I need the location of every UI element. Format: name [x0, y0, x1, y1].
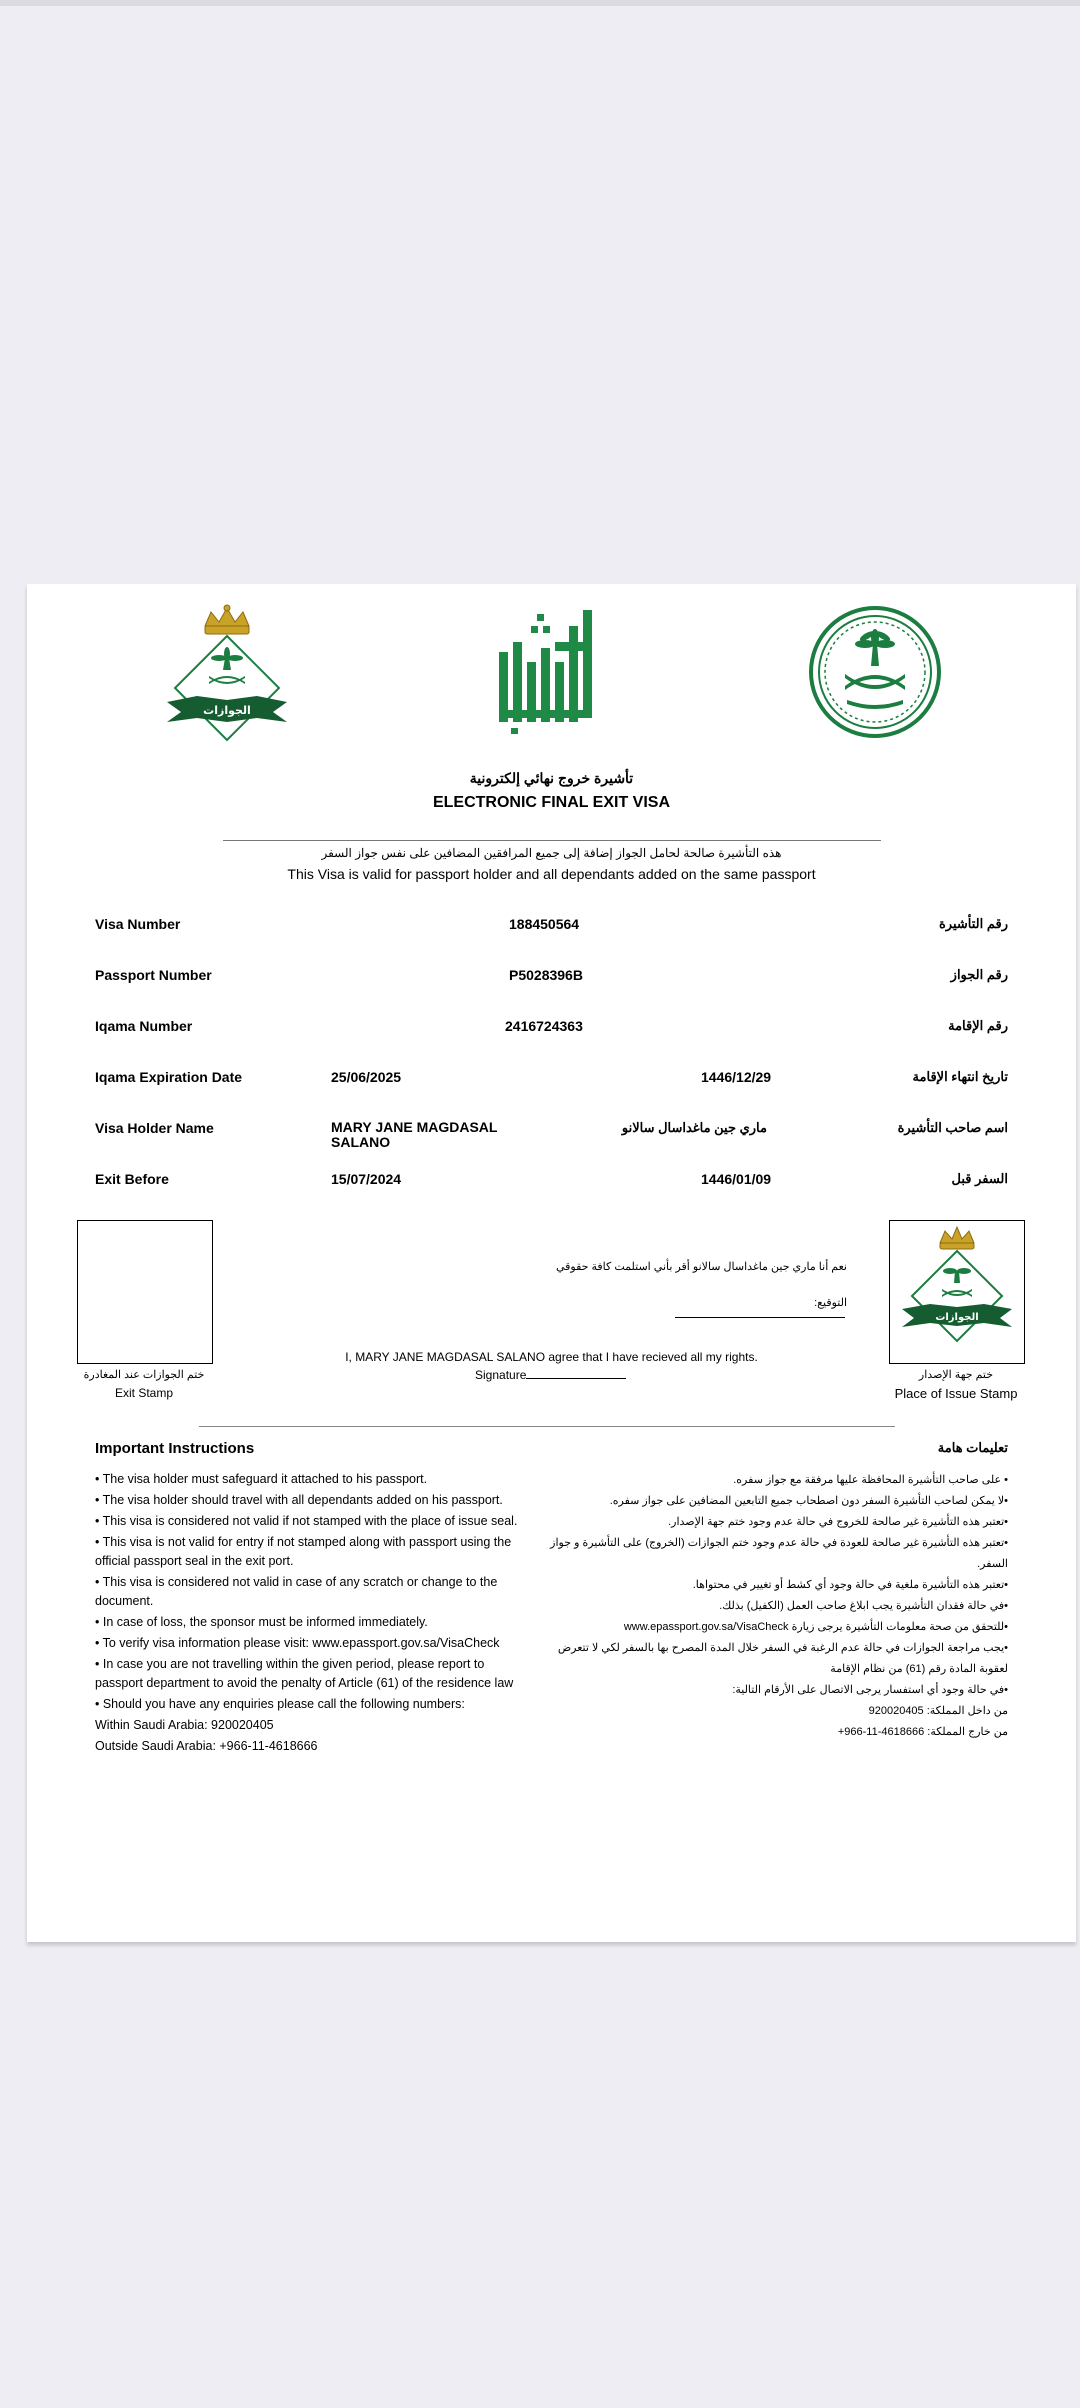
validity-english: This Visa is valid for passport holder and all dependants added on the same passport	[287, 866, 816, 882]
jawazat-logo-text: الجوازات	[203, 704, 251, 717]
holder-name-line2: SALANO	[331, 1134, 391, 1150]
exit-stamp-label-ar: ختم الجوازات عند المغادرة	[83, 1369, 205, 1381]
instruction-item: • To verify visa information please visit: www.epassport.gov.sa/VisaCheck	[95, 1636, 500, 1650]
agreement-arabic: نعم أنا ماري جين ماغداسال سالانو أقر بأني استلمت كافة حقوقي	[556, 1261, 847, 1273]
holder-name-label-ar: اسم صاحب التأشيرة	[897, 1120, 1008, 1135]
instruction-item-ar: •تعتبر هذه التأشيرة غير صالحة للخروج في حالة عدم وجود ختم جهة الإصدار.	[668, 1516, 1008, 1528]
exit-stamp-box	[77, 1220, 213, 1364]
jawazat-logo	[161, 604, 293, 744]
signature-arabic-line	[675, 1317, 845, 1318]
instructions-title: Important Instructions	[95, 1440, 255, 1457]
instruction-item-ar: •تعتبر هذه التأشيرة غير صالحة للعودة في حالة عدم وجود ختم الجوازات (الخروج) على التأشيرة و جواز السفر.	[550, 1537, 1008, 1570]
signature-arabic-label: التوقيع	[817, 1297, 847, 1309]
instructions-divider	[199, 1426, 895, 1427]
instruction-item: • Should you have any enquiries please call the following numbers:	[95, 1697, 465, 1711]
phone-within: Within Saudi Arabia: 920020405	[95, 1718, 274, 1732]
iqama-expiry-label-ar: تاريخ انتهاء الإقامة	[912, 1069, 1008, 1084]
holder-name-line1: MARY JANE MAGDASAL	[331, 1119, 498, 1135]
holder-name-label: Visa Holder Name	[95, 1120, 214, 1136]
iqama-number-label: Iqama Number	[95, 1018, 193, 1034]
issue-stamp-text: الجوازات	[935, 1312, 979, 1323]
phone-within-ar: من داخل المملكة: 920020405	[868, 1705, 1008, 1717]
exit-before-label: Exit Before	[95, 1171, 169, 1187]
title-arabic: تأشيرة خروج نهائي إلكترونية	[469, 770, 634, 786]
instruction-item: • The visa holder must safeguard it attached to his passport.	[95, 1472, 428, 1486]
issue-stamp-box	[889, 1220, 1025, 1364]
instruction-item-ar: •لا يمكن لصاحب التأشيرة السفر دون اصطحاب جميع التابعين المضافين على جواز سفره.	[609, 1495, 1008, 1507]
instructions-arabic-list	[548, 1470, 1008, 1743]
instruction-item: • This visa is considered not valid in case of any scratch or change to the document.	[95, 1575, 498, 1608]
title-english: ELECTRONIC FINAL EXIT VISA	[432, 794, 671, 811]
instruction-item-ar: •في حالة وجود أي استفسار يرجى الاتصال على الأرقام التالية:	[732, 1684, 1008, 1696]
visa-number-label-ar: رقم التأشيرة	[938, 916, 1008, 931]
issue-stamp-label: Place of Issue Stamp	[894, 1386, 1018, 1401]
instructions-title-ar: تعليمات هامة	[937, 1440, 1008, 1455]
phone-outside-ar: من خارج المملكة: 4618666-11-966+	[837, 1726, 1008, 1738]
instruction-item: • This visa is not valid for entry if not stamped along with passport using the official passport seal in the exit port.	[95, 1535, 512, 1568]
signature-english	[475, 1368, 626, 1382]
exit-before-hijri: 1446/01/09	[701, 1171, 772, 1187]
signature-arabic: التوقيع:	[647, 1296, 847, 1321]
instruction-item: • The visa holder should travel with all dependants added on his passport.	[95, 1493, 503, 1507]
visa-document	[27, 584, 1076, 1942]
exit-stamp-label: Exit Stamp	[114, 1386, 174, 1400]
iqama-expiry-hijri: 1446/12/29	[701, 1069, 772, 1085]
status-bar-strip	[0, 0, 1080, 6]
absher-logo	[491, 602, 611, 734]
instruction-item-ar: •تعتبر هذه التأشيرة ملغية في حالة وجود أي كشط أو تغيير في محتواها.	[692, 1579, 1008, 1591]
exit-before-value: 15/07/2024	[331, 1171, 402, 1187]
signature-english-label: Signature	[475, 1368, 527, 1382]
passport-number-label: Passport Number	[95, 967, 212, 983]
signature-english-line	[526, 1378, 626, 1379]
instruction-item-ar: •للتحقق من صحة معلومات التأشيرة يرجى زيارة www.epassport.gov.sa/VisaCheck	[623, 1621, 1008, 1633]
iqama-number-label-ar: رقم الإقامة	[948, 1018, 1008, 1033]
exit-before-label-ar: السفر قبل	[951, 1171, 1008, 1186]
phone-outside: Outside Saudi Arabia: +966-11-4618666	[95, 1739, 318, 1753]
instructions-english-list	[95, 1470, 525, 1758]
saudi-emblem-logo	[807, 604, 943, 740]
passport-number-label-ar: رقم الجواز	[950, 967, 1008, 982]
iqama-expiry-label: Iqama Expiration Date	[95, 1069, 243, 1085]
passport-number-value: P5028396B	[509, 967, 583, 983]
instruction-item-ar: •يجب مراجعة الجوازات في حالة عدم الرغبة في السفر خلال المدة المصرح بها بالسفر لكي لا تتعرض لعقوبة المادة رقم (61) من نظام الإقامة	[557, 1642, 1008, 1675]
agreement-english: I, MARY JANE MAGDASAL SALANO agree that I have recieved all my rights.	[345, 1350, 758, 1364]
visa-number-label: Visa Number	[95, 916, 181, 932]
instruction-item: • This visa is considered not valid if not stamped with the place of issue seal.	[95, 1514, 518, 1528]
visa-number-value: 188450564	[509, 916, 580, 932]
instruction-item: • In case of loss, the sponsor must be informed immediately.	[95, 1615, 428, 1629]
holder-name-arabic: ماري جين ماغداسال سالانو	[621, 1120, 767, 1135]
holder-name-value	[331, 1120, 497, 1150]
validity-arabic: هذه التأشيرة صالحة لحامل الجواز إضافة إلى جميع المرافقين المضافين على نفس جواز السفر	[321, 846, 782, 860]
issue-stamp-logo	[890, 1221, 1024, 1363]
instruction-item: • In case you are not travelling within the given period, please report to passport department to avoid the penalty of Article (61) of the residence law	[95, 1657, 514, 1690]
iqama-expiry-value: 25/06/2025	[331, 1069, 402, 1085]
iqama-number-value: 2416724363	[505, 1018, 583, 1034]
instruction-item-ar: •في حالة فقدان التأشيرة يجب ابلاغ صاحب العمل (الكفيل) بذلك.	[719, 1600, 1008, 1612]
header-divider	[223, 840, 881, 841]
issue-stamp-label-ar: ختم جهة الإصدار	[918, 1369, 994, 1381]
instruction-item-ar: • على صاحب التأشيرة المحافظة عليها مرفقة مع جواز سفره.	[733, 1474, 1008, 1486]
